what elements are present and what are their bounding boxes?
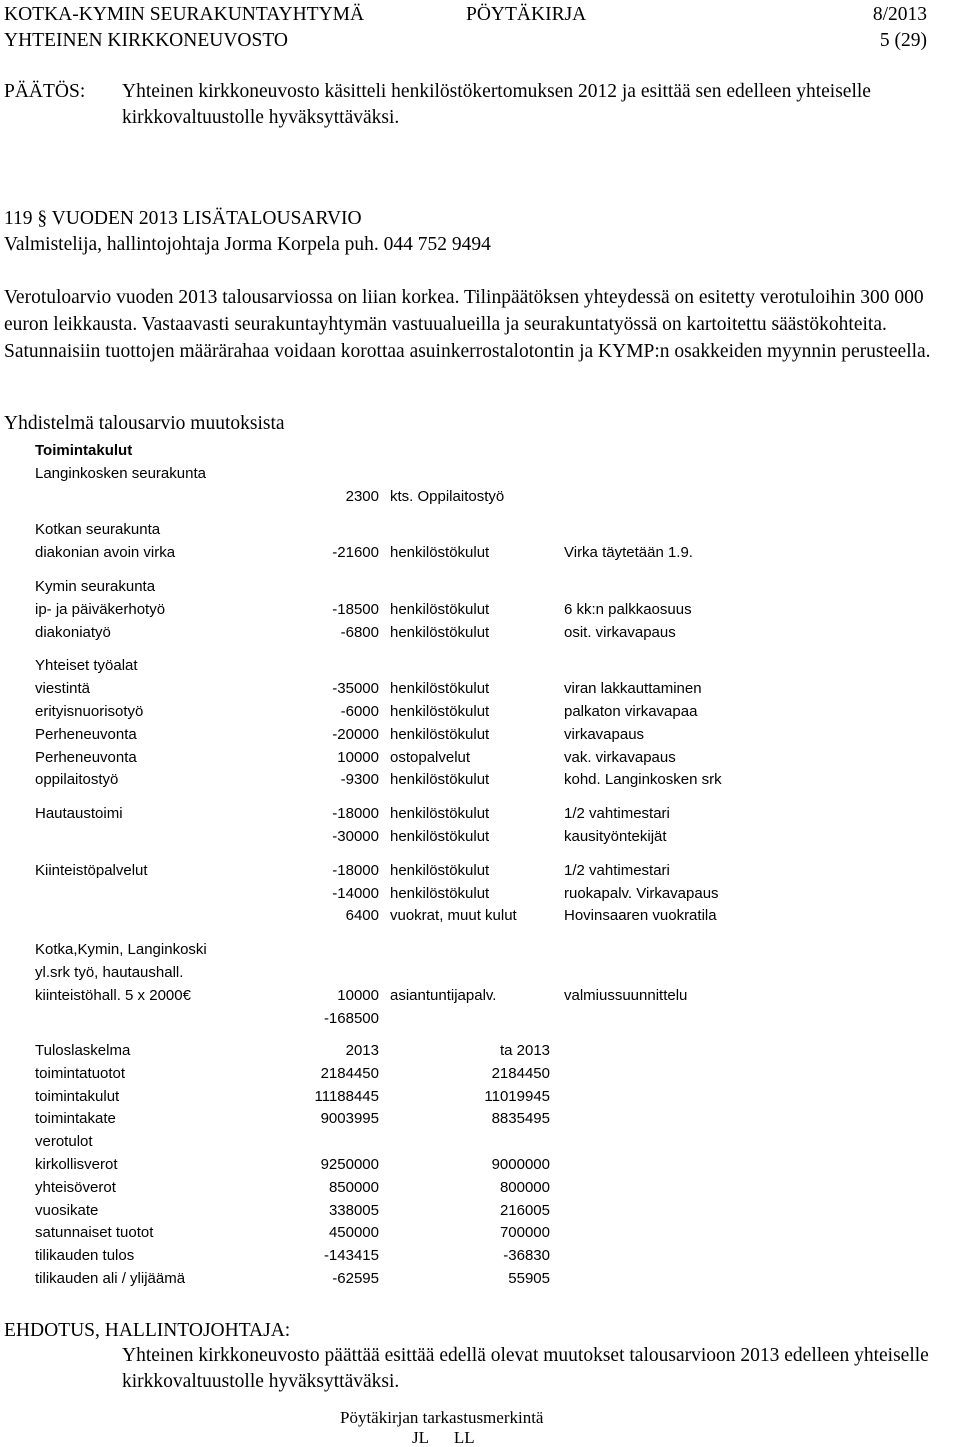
budget-amount: -18500 <box>332 600 379 618</box>
row-gap <box>35 644 755 655</box>
row-gap <box>35 792 755 803</box>
budget-amount: 10000 <box>337 986 379 1004</box>
body-name: YHTEINEN KIRKKONEUVOSTO <box>4 30 288 51</box>
result-value-ta2013: 9000000 <box>491 1155 550 1173</box>
budget-amount: -35000 <box>332 680 379 698</box>
preparer-line: Valmistelija, hallintojohtaja Jorma Korpela puh. 044 752 9494 <box>4 234 491 255</box>
result-row <box>35 1177 575 1200</box>
decision-text: Yhteinen kirkkoneuvosto käsitteli henkilöstökertomuksen 2012 ja esittää sen edelleen yhteiselle kirkkovaltuustolle hyväksyttäväksi. <box>122 81 871 128</box>
row-gap <box>35 565 755 576</box>
budget-item: Yhteiset työalat <box>35 657 138 675</box>
result-label: yhteisöverot <box>35 1178 116 1196</box>
result-label: toimintatuotot <box>35 1064 126 1082</box>
result-header-cell: Tuloslaskelma <box>35 1042 131 1059</box>
footer-initials: JL LL <box>412 1428 475 1447</box>
budget-cost-type: kts. Oppilaitostyö <box>390 487 505 505</box>
budget-row <box>35 985 755 1008</box>
budget-item: Perheneuvonta <box>35 748 137 766</box>
budget-note: vak. virkavapaus <box>564 748 676 766</box>
budget-item: erityisnuorisotyö <box>35 702 144 720</box>
result-label: toimintakate <box>35 1110 116 1128</box>
budget-cost-type: henkilöstökulut <box>390 827 490 845</box>
row-gap <box>35 928 755 939</box>
result-value-2013: -143415 <box>323 1247 379 1265</box>
budget-heading: Toimintakulut <box>35 442 133 459</box>
budget-cost-type: henkilöstökulut <box>390 725 490 743</box>
budget-amount: -18000 <box>332 805 379 823</box>
org-name: KOTKA-KYMIN SEURAKUNTAYHTYMÄ <box>4 4 365 25</box>
budget-row <box>35 1008 755 1031</box>
budget-row <box>35 860 755 883</box>
budget-amount: -6800 <box>340 623 379 641</box>
budget-row <box>35 826 755 849</box>
doc-type: PÖYTÄKIRJA <box>466 4 587 25</box>
budget-row <box>35 678 755 701</box>
budget-note: 6 kk:n palkkaosuus <box>564 600 692 618</box>
result-header-row <box>35 1040 575 1063</box>
budget-row <box>35 463 755 486</box>
result-value-2013: 338005 <box>328 1201 379 1219</box>
budget-note: 1/2 vahtimestari <box>564 805 670 823</box>
section-body: Verotuloarvio vuoden 2013 talousarviossa on liian korkea. Tilinpäätöksen yhteydessä on esitetty verotuloihin 300 000 euron leikkausta. Vastaavasti seurakuntayhtymän vastuualueilla ja seurakuntatyössä on kartoitettu säästökohteita. Satunnaisiin tuottojen määrärahaa voidaan korottaa asuinkerrostalotontin ja KYMP:n osakkeiden myynnin perusteella. <box>4 287 931 362</box>
budget-amount: 10000 <box>337 748 379 766</box>
budget-note: valmiussuunnittelu <box>564 986 688 1004</box>
budget-cost-type: henkilöstökulut <box>390 680 490 698</box>
budget-amount: -30000 <box>332 827 379 845</box>
budget-item: yl.srk työ, hautaushall. <box>35 963 184 981</box>
proposal-text: Yhteinen kirkkoneuvosto päättää esittää edellä olevat muutokset talousarvioon 2013 edelleen yhteiselle kirkkovaltuustolle hyväksyttäväksi. <box>122 1345 929 1392</box>
result-label: kirkollisverot <box>35 1155 118 1173</box>
result-value-ta2013: 2184450 <box>491 1064 550 1082</box>
result-value-2013: 9003995 <box>320 1110 379 1128</box>
budget-item: ip- ja päiväkerhotyö <box>35 600 166 618</box>
result-value-ta2013: 55905 <box>508 1269 550 1287</box>
budget-note: viran lakkauttaminen <box>564 680 702 698</box>
budget-row <box>35 599 755 622</box>
decision-label: PÄÄTÖS: <box>4 81 86 102</box>
budget-amount: 6400 <box>345 907 379 925</box>
row-gap <box>35 849 755 860</box>
result-row <box>35 1108 575 1131</box>
budget-item: Kotka,Kymin, Langinkoski <box>35 941 207 959</box>
result-value-ta2013: 11019945 <box>484 1087 550 1105</box>
budget-amount: -168500 <box>323 1009 379 1027</box>
budget-row <box>35 747 755 770</box>
budget-note: Virka täytetään 1.9. <box>564 544 693 562</box>
result-value-ta2013: 216005 <box>499 1201 550 1219</box>
budget-cost-type: asiantuntijapalv. <box>390 986 497 1004</box>
budget-note: ruokapalv. Virkavapaus <box>564 884 719 902</box>
budget-row <box>35 622 755 645</box>
budget-item: diakoniatyö <box>35 623 111 641</box>
budget-row <box>35 905 755 928</box>
budget-row <box>35 939 755 962</box>
result-value-2013: 9250000 <box>320 1155 379 1173</box>
result-table <box>35 1040 575 1291</box>
budget-row <box>35 724 755 747</box>
result-row <box>35 1268 575 1291</box>
result-row <box>35 1245 575 1268</box>
result-label: tilikauden tulos <box>35 1247 135 1265</box>
budget-cost-type: ostopalvelut <box>390 748 471 766</box>
budget-note: kausityöntekijät <box>564 827 667 845</box>
budget-cost-type: vuokrat, muut kulut <box>390 907 517 925</box>
budget-amount: -9300 <box>340 771 379 789</box>
result-label: verotulot <box>35 1133 93 1151</box>
budget-row <box>35 542 755 565</box>
budget-note: kohd. Langinkosken srk <box>564 771 722 789</box>
budget-cost-type: henkilöstökulut <box>390 861 490 879</box>
budget-note: Hovinsaaren vuokratila <box>564 907 717 925</box>
budget-cost-type: henkilöstökulut <box>390 702 490 720</box>
budget-note: palkaton virkavapaa <box>564 702 698 720</box>
budget-cost-type: henkilöstökulut <box>390 544 490 562</box>
budget-item: Perheneuvonta <box>35 725 137 743</box>
budget-row <box>35 962 755 985</box>
budget-item: oppilaitostyö <box>35 771 119 789</box>
budget-cost-type: henkilöstökulut <box>390 600 490 618</box>
budget-row <box>35 883 755 906</box>
budget-note: osit. virkavapaus <box>564 623 676 641</box>
budget-amount: -14000 <box>332 884 379 902</box>
budget-item: kiinteistöhall. 5 x 2000€ <box>35 986 191 1004</box>
budget-amount: 2300 <box>345 487 379 505</box>
budget-note: 1/2 vahtimestari <box>564 861 670 879</box>
budget-item: diakonian avoin virka <box>35 544 176 562</box>
budget-item: viestintä <box>35 680 91 698</box>
budget-note: virkavapaus <box>564 725 645 743</box>
result-value-ta2013: 700000 <box>499 1224 550 1242</box>
budget-table <box>35 440 755 1030</box>
budget-row <box>35 486 755 509</box>
result-value-2013: 850000 <box>328 1178 379 1196</box>
budget-row <box>35 655 755 678</box>
budget-item: Hautaustoimi <box>35 805 123 823</box>
budget-cost-type: henkilöstökulut <box>390 884 490 902</box>
result-value-ta2013: 8835495 <box>491 1110 550 1128</box>
result-header-cell: ta 2013 <box>499 1042 550 1059</box>
result-label: satunnaiset tuotot <box>35 1224 154 1242</box>
budget-row <box>35 701 755 724</box>
proposal-label: EHDOTUS, HALLINTOJOHTAJA: <box>4 1320 291 1341</box>
summary-title: Yhdistelmä talousarvio muutoksista <box>4 413 285 434</box>
page-number: 5 (29) <box>879 30 927 51</box>
result-row <box>35 1222 575 1245</box>
budget-row <box>35 803 755 826</box>
budget-item: Kotkan seurakunta <box>35 521 161 539</box>
budget-item: Kiinteistöpalvelut <box>35 861 148 879</box>
result-label: tilikauden ali / ylijäämä <box>35 1269 186 1287</box>
result-value-2013: 11188445 <box>314 1087 379 1105</box>
result-value-2013: -62595 <box>332 1269 379 1287</box>
budget-amount: -21600 <box>332 544 379 562</box>
budget-amount: -20000 <box>332 725 379 743</box>
doc-number: 8/2013 <box>872 4 927 25</box>
budget-item: Kymin seurakunta <box>35 577 156 595</box>
row-gap <box>35 508 755 519</box>
budget-item: Langinkosken seurakunta <box>35 464 206 482</box>
result-row <box>35 1200 575 1223</box>
budget-amount: -18000 <box>332 861 379 879</box>
result-row <box>35 1154 575 1177</box>
result-header-cell: 2013 <box>345 1042 379 1059</box>
budget-row <box>35 576 755 599</box>
budget-row <box>35 519 755 542</box>
budget-amount: -6000 <box>340 702 379 720</box>
budget-cost-type: henkilöstökulut <box>390 805 490 823</box>
result-label: vuosikate <box>35 1201 99 1219</box>
result-value-2013: 2184450 <box>320 1064 379 1082</box>
budget-cost-type: henkilöstökulut <box>390 771 490 789</box>
result-row <box>35 1086 575 1109</box>
result-label: toimintakulut <box>35 1087 120 1105</box>
result-row <box>35 1131 575 1154</box>
result-value-2013: 450000 <box>328 1224 379 1242</box>
section-title: 119 § VUODEN 2013 LISÄTALOUSARVIO <box>4 208 362 229</box>
result-value-ta2013: -36830 <box>503 1247 550 1265</box>
budget-row <box>35 769 755 792</box>
budget-cost-type: henkilöstökulut <box>390 623 490 641</box>
result-value-ta2013: 800000 <box>499 1178 550 1196</box>
result-row <box>35 1063 575 1086</box>
footer-label: Pöytäkirjan tarkastusmerkintä <box>340 1408 544 1427</box>
